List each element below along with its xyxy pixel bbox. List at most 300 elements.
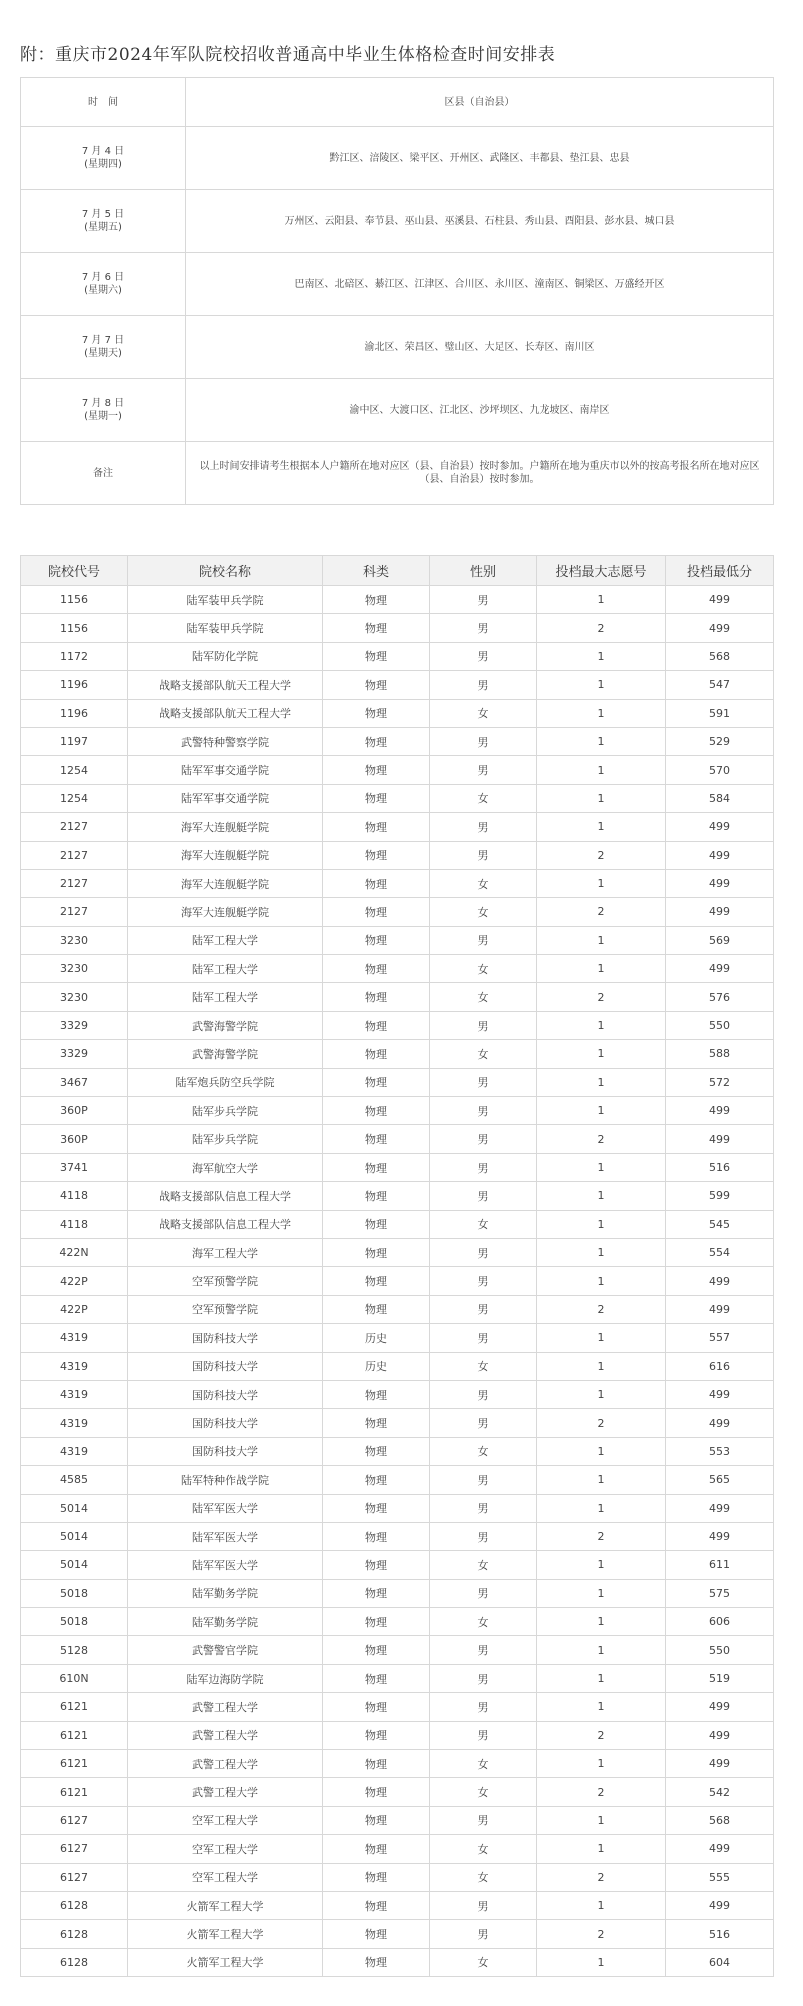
- gender-cell: 女: [430, 699, 537, 727]
- table-row: [21, 1551, 774, 1579]
- subject-cell: 物理: [323, 926, 430, 954]
- max-choice-cell: 1: [537, 642, 666, 670]
- schedule-regions: 渝北区、荣昌区、璧山区、大足区、长寿区、南川区: [186, 316, 774, 379]
- schedule-regions: 渝中区、大渡口区、江北区、沙坪坝区、九龙坡区、南岸区: [186, 379, 774, 442]
- school-code-cell: 4319: [21, 1324, 128, 1352]
- min-score-cell: 557: [666, 1324, 774, 1352]
- subject-cell: 物理: [323, 1068, 430, 1096]
- subject-cell: 物理: [323, 671, 430, 699]
- gender-cell: 男: [430, 1125, 537, 1153]
- subject-cell: 物理: [323, 869, 430, 897]
- gender-cell: 女: [430, 1863, 537, 1891]
- max-choice-cell: 1: [537, 727, 666, 755]
- school-name-cell: 空军预警学院: [128, 1267, 323, 1295]
- min-score-cell: 499: [666, 1295, 774, 1323]
- min-score-cell: 499: [666, 1125, 774, 1153]
- table-row: [21, 1948, 774, 1976]
- school-code-cell: 6127: [21, 1835, 128, 1863]
- schedule-date-cell: [21, 190, 186, 253]
- school-code-cell: 6127: [21, 1806, 128, 1834]
- min-score-cell: 550: [666, 1011, 774, 1039]
- school-code-cell: 3467: [21, 1068, 128, 1096]
- max-choice-cell: 1: [537, 1693, 666, 1721]
- school-name-cell: 陆军步兵学院: [128, 1125, 323, 1153]
- min-score-cell: 499: [666, 1835, 774, 1863]
- school-code-cell: 3230: [21, 955, 128, 983]
- school-name-cell: 陆军军医大学: [128, 1494, 323, 1522]
- subject-cell: 物理: [323, 1579, 430, 1607]
- school-code-cell: 360P: [21, 1125, 128, 1153]
- note-text: 以上时间安排请考生根据本人户籍所在地对应区（县、自治县）按时参加。户籍所在地为重庆市以外的按高考报名所在地对应区（县、自治县）按时参加。: [186, 442, 774, 505]
- gender-cell: 男: [430, 727, 537, 755]
- school-code-cell: 1196: [21, 699, 128, 727]
- subject-cell: 物理: [323, 1267, 430, 1295]
- school-name-cell: 国防科技大学: [128, 1437, 323, 1465]
- school-code-cell: 6121: [21, 1750, 128, 1778]
- subject-cell: 物理: [323, 1750, 430, 1778]
- table-row: [21, 784, 774, 812]
- school-code-cell: 3230: [21, 983, 128, 1011]
- subject-cell: 物理: [323, 1806, 430, 1834]
- min-score-cell: 604: [666, 1948, 774, 1976]
- table-row: [21, 1210, 774, 1238]
- max-choice-cell: 1: [537, 1182, 666, 1210]
- gender-cell: 男: [430, 586, 537, 614]
- max-choice-cell: 1: [537, 1835, 666, 1863]
- school-name-cell: 陆军军事交通学院: [128, 756, 323, 784]
- note-label: 备注: [21, 442, 186, 505]
- subject-cell: 物理: [323, 1494, 430, 1522]
- school-code-cell: 1172: [21, 642, 128, 670]
- gender-cell: 男: [430, 1380, 537, 1408]
- gender-cell: 女: [430, 898, 537, 926]
- school-name-cell: 陆军步兵学院: [128, 1097, 323, 1125]
- school-name-cell: 火箭军工程大学: [128, 1920, 323, 1948]
- gender-cell: 女: [430, 1948, 537, 1976]
- table-row: [21, 1238, 774, 1266]
- exam-schedule-table: [20, 77, 774, 505]
- table-row: [21, 1750, 774, 1778]
- min-score-cell: 599: [666, 1182, 774, 1210]
- school-code-cell: 6121: [21, 1721, 128, 1749]
- min-score-cell: 529: [666, 727, 774, 755]
- table-row: [21, 642, 774, 670]
- school-name-cell: 陆军军事交通学院: [128, 784, 323, 812]
- subject-cell: 物理: [323, 727, 430, 755]
- min-score-cell: 499: [666, 1409, 774, 1437]
- gender-cell: 女: [430, 869, 537, 897]
- max-choice-cell: 1: [537, 1437, 666, 1465]
- subject-cell: 物理: [323, 1920, 430, 1948]
- table-row: [21, 1182, 774, 1210]
- school-name-cell: 武警警官学院: [128, 1636, 323, 1664]
- subject-cell: 物理: [323, 784, 430, 812]
- max-choice-cell: 1: [537, 1551, 666, 1579]
- schedule-regions: 万州区、云阳县、奉节县、巫山县、巫溪县、石柱县、秀山县、酉阳县、彭水县、城口县: [186, 190, 774, 253]
- min-score-cell: 499: [666, 1693, 774, 1721]
- school-name-cell: 国防科技大学: [128, 1409, 323, 1437]
- table-row: [21, 1097, 774, 1125]
- gender-cell: 女: [430, 1835, 537, 1863]
- table-row: [21, 1863, 774, 1891]
- max-choice-cell: 1: [537, 1466, 666, 1494]
- gender-cell: 男: [430, 1920, 537, 1948]
- max-choice-cell: 1: [537, 955, 666, 983]
- schedule-weekday: (星期四): [84, 159, 122, 170]
- gender-cell: 女: [430, 784, 537, 812]
- table-row: [21, 1267, 774, 1295]
- min-score-cell: 499: [666, 1267, 774, 1295]
- gender-cell: 男: [430, 1267, 537, 1295]
- table-row: [21, 1579, 774, 1607]
- max-choice-cell: 1: [537, 1380, 666, 1408]
- schedule-row: [21, 127, 774, 190]
- table-row: [21, 1466, 774, 1494]
- table-row: [21, 926, 774, 954]
- max-choice-cell: 1: [537, 1806, 666, 1834]
- max-choice-cell: 1: [537, 1891, 666, 1919]
- max-choice-cell: 1: [537, 1153, 666, 1181]
- max-choice-cell: 1: [537, 1750, 666, 1778]
- subject-cell: 物理: [323, 1551, 430, 1579]
- subject-cell: 物理: [323, 1693, 430, 1721]
- schedule-weekday: (星期六): [84, 285, 122, 296]
- gender-cell: 男: [430, 614, 537, 642]
- col-header-max-choice: 投档最大志愿号: [537, 556, 666, 586]
- school-code-cell: 4118: [21, 1210, 128, 1238]
- min-score-cell: 576: [666, 983, 774, 1011]
- schedule-date-cell: [21, 316, 186, 379]
- gender-cell: 女: [430, 1750, 537, 1778]
- min-score-cell: 565: [666, 1466, 774, 1494]
- min-score-cell: 499: [666, 869, 774, 897]
- gender-cell: 男: [430, 926, 537, 954]
- subject-cell: 物理: [323, 1863, 430, 1891]
- min-score-cell: 499: [666, 841, 774, 869]
- min-score-cell: 572: [666, 1068, 774, 1096]
- subject-cell: 物理: [323, 955, 430, 983]
- max-choice-cell: 1: [537, 869, 666, 897]
- max-choice-cell: 2: [537, 1125, 666, 1153]
- min-score-cell: 499: [666, 1721, 774, 1749]
- school-name-cell: 火箭军工程大学: [128, 1891, 323, 1919]
- page-title: 附：重庆市2024年军队院校招收普通高中毕业生体格检查时间安排表: [20, 45, 556, 65]
- score-header-row: [21, 556, 774, 586]
- min-score-cell: 499: [666, 1380, 774, 1408]
- table-row: [21, 756, 774, 784]
- max-choice-cell: 1: [537, 1267, 666, 1295]
- school-name-cell: 海军大连舰艇学院: [128, 898, 323, 926]
- subject-cell: 物理: [323, 1295, 430, 1323]
- region-header: 区县（自治县）: [186, 78, 774, 127]
- max-choice-cell: 1: [537, 1238, 666, 1266]
- min-score-cell: 499: [666, 614, 774, 642]
- min-score-cell: 499: [666, 1097, 774, 1125]
- max-choice-cell: 2: [537, 983, 666, 1011]
- gender-cell: 男: [430, 1153, 537, 1181]
- gender-cell: 女: [430, 1210, 537, 1238]
- school-code-cell: 1196: [21, 671, 128, 699]
- min-score-cell: 499: [666, 813, 774, 841]
- subject-cell: 物理: [323, 1664, 430, 1692]
- subject-cell: 物理: [323, 1409, 430, 1437]
- school-code-cell: 6128: [21, 1920, 128, 1948]
- max-choice-cell: 1: [537, 1011, 666, 1039]
- schedule-date-cell: [21, 127, 186, 190]
- school-name-cell: 战略支援部队信息工程大学: [128, 1210, 323, 1238]
- col-header-school-code: 院校代号: [21, 556, 128, 586]
- school-code-cell: 4319: [21, 1409, 128, 1437]
- gender-cell: 男: [430, 1295, 537, 1323]
- gender-cell: 男: [430, 642, 537, 670]
- subject-cell: 物理: [323, 983, 430, 1011]
- gender-cell: 男: [430, 1466, 537, 1494]
- gender-cell: 男: [430, 1806, 537, 1834]
- schedule-header-row: [21, 78, 774, 127]
- table-row: [21, 1011, 774, 1039]
- school-name-cell: 武警海警学院: [128, 1011, 323, 1039]
- subject-cell: 物理: [323, 756, 430, 784]
- school-code-cell: 5014: [21, 1494, 128, 1522]
- school-name-cell: 陆军工程大学: [128, 955, 323, 983]
- school-name-cell: 国防科技大学: [128, 1324, 323, 1352]
- min-score-cell: 568: [666, 1806, 774, 1834]
- table-row: [21, 955, 774, 983]
- subject-cell: 物理: [323, 1891, 430, 1919]
- school-name-cell: 陆军特种作战学院: [128, 1466, 323, 1494]
- min-score-cell: 553: [666, 1437, 774, 1465]
- table-row: [21, 1835, 774, 1863]
- subject-cell: 物理: [323, 1636, 430, 1664]
- table-row: [21, 1693, 774, 1721]
- school-code-cell: 6127: [21, 1863, 128, 1891]
- gender-cell: 男: [430, 1693, 537, 1721]
- school-code-cell: 5018: [21, 1579, 128, 1607]
- school-code-cell: 1254: [21, 784, 128, 812]
- max-choice-cell: 1: [537, 813, 666, 841]
- min-score-cell: 575: [666, 1579, 774, 1607]
- min-score-cell: 588: [666, 1040, 774, 1068]
- gender-cell: 女: [430, 1778, 537, 1806]
- schedule-regions: 巴南区、北碚区、綦江区、江津区、合川区、永川区、潼南区、铜梁区、万盛经开区: [186, 253, 774, 316]
- table-row: [21, 1125, 774, 1153]
- max-choice-cell: 1: [537, 1097, 666, 1125]
- min-score-cell: 555: [666, 1863, 774, 1891]
- school-name-cell: 战略支援部队航天工程大学: [128, 699, 323, 727]
- school-code-cell: 2127: [21, 898, 128, 926]
- school-name-cell: 战略支援部队信息工程大学: [128, 1182, 323, 1210]
- schedule-weekday: (星期天): [84, 348, 122, 359]
- school-name-cell: 空军预警学院: [128, 1295, 323, 1323]
- school-name-cell: 海军大连舰艇学院: [128, 813, 323, 841]
- min-score-cell: 570: [666, 756, 774, 784]
- max-choice-cell: 2: [537, 841, 666, 869]
- school-name-cell: 陆军防化学院: [128, 642, 323, 670]
- table-row: [21, 614, 774, 642]
- max-choice-cell: 2: [537, 1295, 666, 1323]
- max-choice-cell: 2: [537, 1778, 666, 1806]
- min-score-cell: 547: [666, 671, 774, 699]
- school-name-cell: 国防科技大学: [128, 1380, 323, 1408]
- table-row: [21, 1494, 774, 1522]
- gender-cell: 女: [430, 955, 537, 983]
- table-row: [21, 586, 774, 614]
- min-score-cell: 584: [666, 784, 774, 812]
- min-score-cell: 516: [666, 1153, 774, 1181]
- subject-cell: 历史: [323, 1324, 430, 1352]
- gender-cell: 男: [430, 756, 537, 784]
- school-code-cell: 3741: [21, 1153, 128, 1181]
- min-score-cell: 499: [666, 955, 774, 983]
- table-row: [21, 1068, 774, 1096]
- max-choice-cell: 1: [537, 1948, 666, 1976]
- school-code-cell: 1156: [21, 586, 128, 614]
- table-row: [21, 671, 774, 699]
- school-name-cell: 空军工程大学: [128, 1863, 323, 1891]
- school-name-cell: 武警工程大学: [128, 1750, 323, 1778]
- subject-cell: 物理: [323, 1380, 430, 1408]
- schedule-regions: 黔江区、涪陵区、梁平区、开州区、武隆区、丰都县、垫江县、忠县: [186, 127, 774, 190]
- col-header-gender: 性别: [430, 556, 537, 586]
- subject-cell: 物理: [323, 1721, 430, 1749]
- subject-cell: 物理: [323, 1466, 430, 1494]
- table-row: [21, 1608, 774, 1636]
- max-choice-cell: 2: [537, 1409, 666, 1437]
- subject-cell: 物理: [323, 586, 430, 614]
- table-row: [21, 1778, 774, 1806]
- table-row: [21, 1522, 774, 1550]
- max-choice-cell: 1: [537, 1210, 666, 1238]
- subject-cell: 物理: [323, 1238, 430, 1266]
- subject-cell: 物理: [323, 841, 430, 869]
- gender-cell: 女: [430, 1040, 537, 1068]
- school-name-cell: 陆军勤务学院: [128, 1608, 323, 1636]
- schedule-date: 7 月 4 日: [81, 146, 125, 157]
- school-code-cell: 3329: [21, 1040, 128, 1068]
- table-row: [21, 1891, 774, 1919]
- admission-score-table: [20, 555, 774, 1977]
- col-header-subject: 科类: [323, 556, 430, 586]
- gender-cell: 男: [430, 1579, 537, 1607]
- school-name-cell: 武警工程大学: [128, 1693, 323, 1721]
- schedule-weekday: (星期一): [84, 411, 122, 422]
- gender-cell: 男: [430, 1891, 537, 1919]
- school-code-cell: 422P: [21, 1267, 128, 1295]
- school-code-cell: 1254: [21, 756, 128, 784]
- gender-cell: 女: [430, 1437, 537, 1465]
- school-code-cell: 5018: [21, 1608, 128, 1636]
- gender-cell: 男: [430, 1011, 537, 1039]
- school-code-cell: 422P: [21, 1295, 128, 1323]
- table-row: [21, 1721, 774, 1749]
- gender-cell: 女: [430, 1608, 537, 1636]
- max-choice-cell: 2: [537, 1721, 666, 1749]
- max-choice-cell: 1: [537, 1636, 666, 1664]
- gender-cell: 女: [430, 1352, 537, 1380]
- schedule-date: 7 月 7 日: [81, 335, 125, 346]
- max-choice-cell: 1: [537, 926, 666, 954]
- schedule-row: [21, 253, 774, 316]
- schedule-weekday: (星期五): [84, 222, 122, 233]
- school-name-cell: 陆军装甲兵学院: [128, 614, 323, 642]
- school-name-cell: 武警工程大学: [128, 1721, 323, 1749]
- subject-cell: 物理: [323, 1040, 430, 1068]
- school-code-cell: 4319: [21, 1380, 128, 1408]
- min-score-cell: 542: [666, 1778, 774, 1806]
- subject-cell: 物理: [323, 614, 430, 642]
- max-choice-cell: 1: [537, 1324, 666, 1352]
- table-row: [21, 983, 774, 1011]
- school-code-cell: 2127: [21, 841, 128, 869]
- school-code-cell: 1197: [21, 727, 128, 755]
- min-score-cell: 499: [666, 1891, 774, 1919]
- school-name-cell: 海军航空大学: [128, 1153, 323, 1181]
- school-name-cell: 海军大连舰艇学院: [128, 869, 323, 897]
- school-name-cell: 空军工程大学: [128, 1806, 323, 1834]
- school-code-cell: 6128: [21, 1891, 128, 1919]
- school-name-cell: 陆军勤务学院: [128, 1579, 323, 1607]
- gender-cell: 男: [430, 1494, 537, 1522]
- school-name-cell: 陆军工程大学: [128, 983, 323, 1011]
- gender-cell: 男: [430, 1097, 537, 1125]
- max-choice-cell: 2: [537, 614, 666, 642]
- max-choice-cell: 2: [537, 1863, 666, 1891]
- min-score-cell: 499: [666, 1750, 774, 1778]
- schedule-date-cell: [21, 253, 186, 316]
- gender-cell: 男: [430, 1238, 537, 1266]
- min-score-cell: 611: [666, 1551, 774, 1579]
- school-name-cell: 空军工程大学: [128, 1835, 323, 1863]
- table-row: [21, 699, 774, 727]
- max-choice-cell: 1: [537, 1040, 666, 1068]
- gender-cell: 女: [430, 983, 537, 1011]
- schedule-note-row: [21, 442, 774, 505]
- col-header-min-score: 投档最低分: [666, 556, 774, 586]
- max-choice-cell: 1: [537, 756, 666, 784]
- subject-cell: 物理: [323, 1948, 430, 1976]
- school-code-cell: 5014: [21, 1522, 128, 1550]
- school-name-cell: 武警工程大学: [128, 1778, 323, 1806]
- school-name-cell: 陆军军医大学: [128, 1551, 323, 1579]
- school-code-cell: 5014: [21, 1551, 128, 1579]
- min-score-cell: 569: [666, 926, 774, 954]
- max-choice-cell: 1: [537, 784, 666, 812]
- min-score-cell: 591: [666, 699, 774, 727]
- min-score-cell: 499: [666, 1522, 774, 1550]
- max-choice-cell: 1: [537, 1352, 666, 1380]
- min-score-cell: 499: [666, 898, 774, 926]
- table-row: [21, 1806, 774, 1834]
- subject-cell: 物理: [323, 813, 430, 841]
- school-name-cell: 武警特种警察学院: [128, 727, 323, 755]
- table-row: [21, 813, 774, 841]
- max-choice-cell: 1: [537, 671, 666, 699]
- min-score-cell: 554: [666, 1238, 774, 1266]
- schedule-date: 7 月 8 日: [81, 398, 125, 409]
- schedule-date: 7 月 5 日: [81, 209, 125, 220]
- school-name-cell: 武警海警学院: [128, 1040, 323, 1068]
- school-name-cell: 陆军军医大学: [128, 1522, 323, 1550]
- table-row: [21, 1664, 774, 1692]
- min-score-cell: 568: [666, 642, 774, 670]
- min-score-cell: 545: [666, 1210, 774, 1238]
- school-code-cell: 4585: [21, 1466, 128, 1494]
- table-row: [21, 1437, 774, 1465]
- min-score-cell: 550: [666, 1636, 774, 1664]
- subject-cell: 物理: [323, 1522, 430, 1550]
- school-code-cell: 422N: [21, 1238, 128, 1266]
- max-choice-cell: 2: [537, 1920, 666, 1948]
